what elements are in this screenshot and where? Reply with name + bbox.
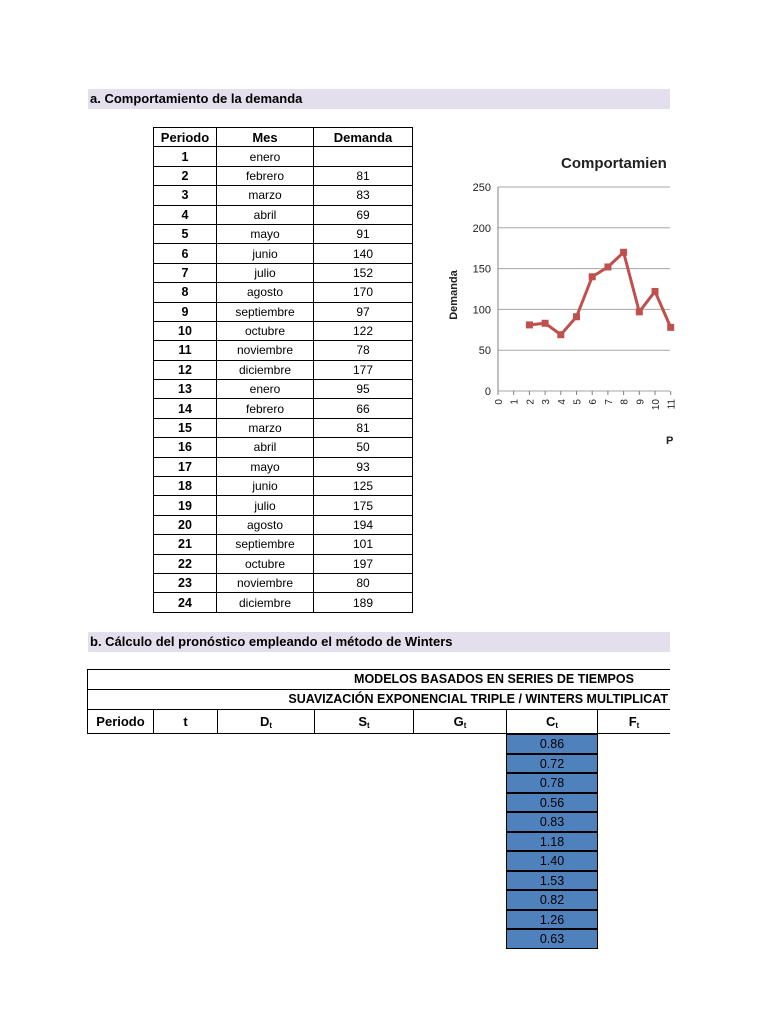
demanda-cell: 122 — [314, 321, 413, 340]
series-line — [529, 252, 670, 334]
demanda-cell: 66 — [314, 399, 413, 418]
header-ft-sub: t — [636, 721, 640, 730]
mes-cell: enero — [217, 147, 314, 166]
data-point — [589, 273, 596, 280]
table-row — [154, 515, 413, 534]
x-tick-label: 3 — [541, 399, 553, 405]
periodo-cell: 21 — [154, 535, 217, 554]
mes-cell: noviembre — [217, 341, 314, 360]
mes-cell: abril — [217, 205, 314, 224]
table-row — [154, 147, 413, 166]
table-row — [154, 535, 413, 554]
demanda-cell: 93 — [314, 457, 413, 476]
mes-cell: julio — [217, 263, 314, 282]
mes-cell: julio — [217, 496, 314, 515]
mes-cell: septiembre — [217, 535, 314, 554]
x-tick-label: 4 — [556, 399, 568, 405]
table-row — [154, 186, 413, 205]
mes-cell: junio — [217, 244, 314, 263]
demand-chart — [430, 140, 678, 460]
periodo-cell: 8 — [154, 283, 217, 302]
periodo-cell: 14 — [154, 399, 217, 418]
demanda-cell: 81 — [314, 418, 413, 437]
data-point — [604, 263, 611, 270]
header-ft-label: F — [628, 714, 637, 729]
ct-value-cell: 0.83 — [506, 812, 598, 832]
x-axis-label: P — [666, 435, 674, 447]
table-row — [154, 360, 413, 379]
mes-cell: octubre — [217, 554, 314, 573]
ct-value-cell: 1.26 — [506, 910, 598, 930]
demanda-cell: 177 — [314, 360, 413, 379]
mes-cell: agosto — [217, 515, 314, 534]
periodo-cell: 22 — [154, 554, 217, 573]
periodo-cell: 19 — [154, 496, 217, 515]
periodo-cell: 18 — [154, 477, 217, 496]
mes-cell: agosto — [217, 283, 314, 302]
x-tick-label: 11 — [666, 399, 678, 410]
periodo-cell: 5 — [154, 224, 217, 243]
table-row — [154, 593, 413, 612]
periodo-cell: 1 — [154, 147, 217, 166]
periodo-cell: 6 — [154, 244, 217, 263]
y-tick-label: 0 — [484, 386, 491, 398]
demand-table — [153, 127, 413, 613]
mes-cell: enero — [217, 380, 314, 399]
demanda-cell: 194 — [314, 515, 413, 534]
data-point — [620, 249, 627, 256]
table-row — [154, 224, 413, 243]
x-tick-label: 5 — [572, 399, 584, 405]
mes-cell: abril — [217, 438, 314, 457]
periodo-cell: 15 — [154, 418, 217, 437]
periodo-cell: 24 — [154, 593, 217, 612]
winters-subtitle: SUAVIZACIÓN EXPONENCIAL TRIPLE / WINTERS MULTIPLICAT — [87, 689, 670, 710]
x-tick-label: 2 — [525, 399, 537, 405]
table-row — [154, 205, 413, 224]
winters-title: MODELOS BASADOS EN SERIES DE TIEMPOS — [87, 669, 670, 690]
mes-cell: mayo — [217, 457, 314, 476]
y-axis-label: Demanda — [448, 270, 460, 320]
section-b-title: b. Cálculo del pronóstico empleando el método de Winters — [88, 632, 670, 652]
periodo-cell: 16 — [154, 438, 217, 457]
header-ct — [506, 709, 598, 734]
demanda-cell: 95 — [314, 380, 413, 399]
y-tick-label: 250 — [472, 182, 491, 194]
x-tick-label: 8 — [619, 399, 631, 405]
header-dt-label: D — [259, 714, 270, 729]
demanda-cell: 50 — [314, 438, 413, 457]
demanda-cell: 125 — [314, 477, 413, 496]
ct-value-cell: 0.72 — [506, 754, 598, 774]
periodo-cell: 23 — [154, 573, 217, 592]
header-periodo-w — [87, 709, 154, 734]
y-tick-label: 50 — [478, 345, 491, 358]
x-tick-label: 10 — [651, 399, 662, 411]
table-row — [154, 263, 413, 282]
ct-value-cell: 1.40 — [506, 851, 598, 871]
data-point — [667, 324, 674, 331]
header-st — [314, 709, 414, 734]
table-row — [154, 399, 413, 418]
header-periodo: Periodo — [154, 128, 217, 147]
table-row — [154, 166, 413, 185]
data-point — [652, 288, 659, 295]
demanda-cell: 97 — [314, 302, 413, 321]
table-row — [154, 283, 413, 302]
x-tick-label: 6 — [588, 399, 600, 405]
mes-cell: diciembre — [217, 360, 314, 379]
mes-cell: febrero — [217, 166, 314, 185]
mes-cell: junio — [217, 477, 314, 496]
table-row — [154, 341, 413, 360]
y-tick-label: 150 — [472, 263, 491, 276]
demanda-cell: 175 — [314, 496, 413, 515]
periodo-cell: 17 — [154, 457, 217, 476]
periodo-cell: 2 — [154, 166, 217, 185]
ct-value-cell: 1.18 — [506, 832, 598, 852]
demand-chart-svg — [430, 140, 678, 460]
demanda-cell: 69 — [314, 205, 413, 224]
demanda-cell: 91 — [314, 224, 413, 243]
periodo-cell: 20 — [154, 515, 217, 534]
periodo-cell: 10 — [154, 321, 217, 340]
mes-cell: diciembre — [217, 593, 314, 612]
demand-table-header — [154, 128, 413, 147]
header-ft — [597, 709, 670, 734]
demanda-cell — [314, 147, 413, 166]
ct-value-cell: 0.63 — [506, 929, 598, 949]
header-gt — [413, 709, 507, 734]
table-row — [154, 244, 413, 263]
table-row — [154, 496, 413, 515]
table-row — [154, 573, 413, 592]
header-st-label: S — [358, 714, 367, 729]
periodo-cell: 4 — [154, 205, 217, 224]
table-row — [154, 321, 413, 340]
periodo-cell: 7 — [154, 263, 217, 282]
mes-cell: marzo — [217, 186, 314, 205]
demanda-cell: 78 — [314, 341, 413, 360]
table-row — [154, 418, 413, 437]
demanda-cell: 197 — [314, 554, 413, 573]
ct-value-cell: 0.78 — [506, 773, 598, 793]
periodo-cell: 13 — [154, 380, 217, 399]
demanda-cell: 80 — [314, 573, 413, 592]
header-t — [153, 709, 218, 734]
header-ct-sub: t — [555, 721, 559, 730]
data-point — [557, 331, 564, 338]
demanda-cell: 152 — [314, 263, 413, 282]
mes-cell: septiembre — [217, 302, 314, 321]
x-tick-label: 1 — [509, 399, 521, 405]
mes-cell: noviembre — [217, 573, 314, 592]
table-row — [154, 457, 413, 476]
header-t-label: t — [183, 714, 188, 729]
chart-title: Comportamien — [561, 155, 667, 172]
periodo-cell: 12 — [154, 360, 217, 379]
periodo-cell: 3 — [154, 186, 217, 205]
y-tick-label: 200 — [472, 222, 491, 235]
demanda-cell: 189 — [314, 593, 413, 612]
header-dt — [217, 709, 315, 734]
header-ct-label: C — [545, 714, 556, 729]
header-mes: Mes — [217, 128, 314, 147]
mes-cell: marzo — [217, 418, 314, 437]
header-gt-label: G — [453, 714, 464, 729]
demanda-cell: 140 — [314, 244, 413, 263]
periodo-cell: 9 — [154, 302, 217, 321]
header-periodo-w-label: Periodo — [96, 714, 145, 729]
ct-value-cell: 0.82 — [506, 890, 598, 910]
data-point — [526, 321, 533, 328]
mes-cell: febrero — [217, 399, 314, 418]
demanda-cell: 101 — [314, 535, 413, 554]
section-a-title: a. Comportamiento de la demanda — [88, 89, 670, 109]
periodo-cell: 11 — [154, 341, 217, 360]
data-point — [573, 313, 580, 320]
x-tick-label: 9 — [635, 399, 647, 405]
table-row — [154, 438, 413, 457]
mes-cell: octubre — [217, 321, 314, 340]
table-row — [154, 302, 413, 321]
header-demanda: Demanda — [314, 128, 413, 147]
y-tick-label: 100 — [472, 304, 491, 317]
mes-cell: mayo — [217, 224, 314, 243]
table-row — [154, 477, 413, 496]
demanda-cell: 81 — [314, 166, 413, 185]
header-gt-sub: t — [463, 721, 467, 730]
x-tick-label: 0 — [494, 399, 505, 405]
header-dt-sub: t — [269, 721, 273, 730]
table-row — [154, 554, 413, 573]
demanda-cell: 170 — [314, 283, 413, 302]
x-tick-label: 7 — [603, 399, 615, 405]
ct-value-cell: 0.86 — [506, 734, 598, 754]
data-point — [542, 320, 549, 327]
header-st-sub: t — [367, 721, 370, 730]
ct-value-cell: 1.53 — [506, 871, 598, 891]
data-point — [636, 308, 643, 315]
ct-value-cell: 0.56 — [506, 793, 598, 813]
table-row — [154, 380, 413, 399]
demanda-cell: 83 — [314, 186, 413, 205]
